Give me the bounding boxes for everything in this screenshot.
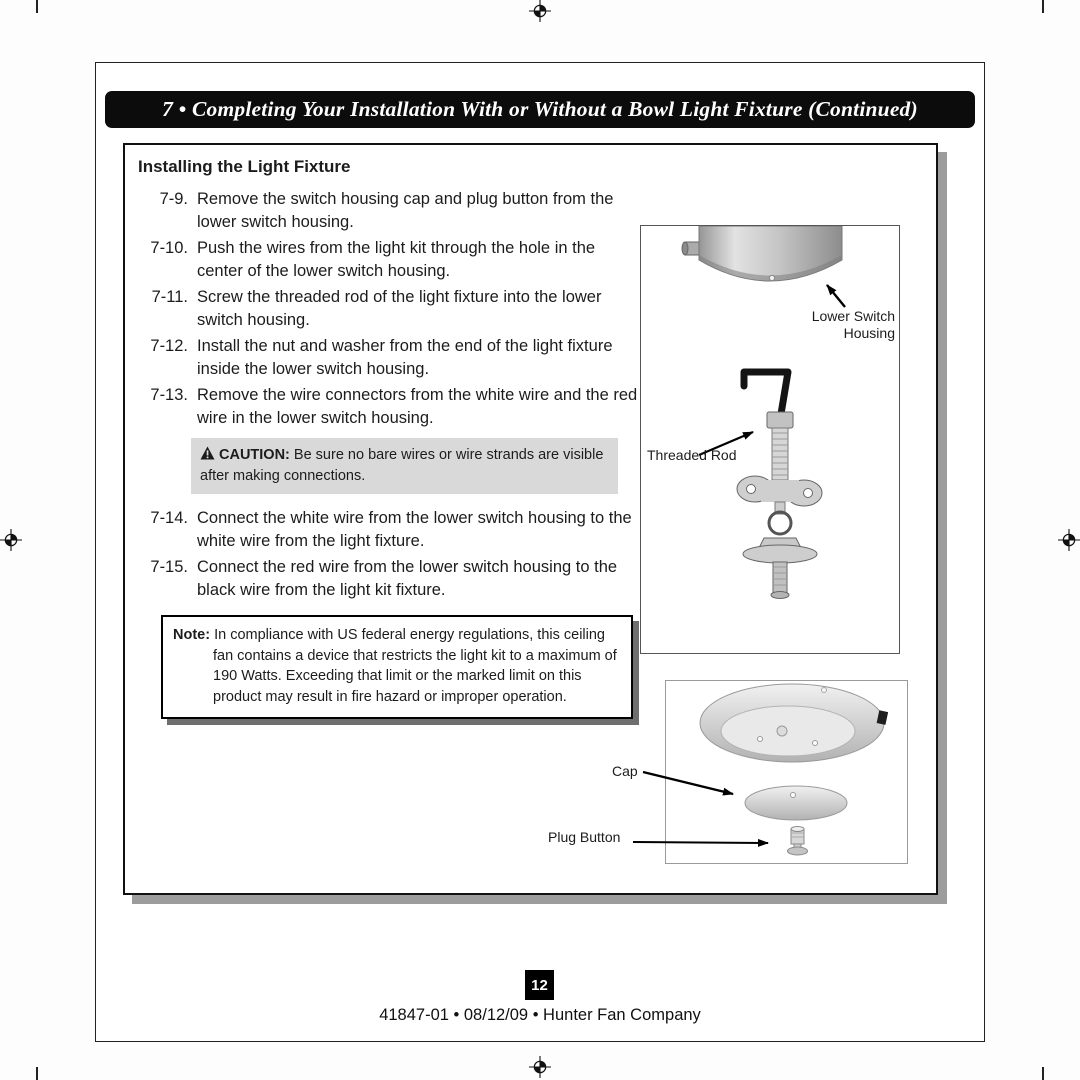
figure-cap-assembly: [665, 680, 908, 864]
registration-mark-icon: [529, 0, 551, 22]
crop-tick: [36, 0, 38, 13]
step-number: 7-10.: [150, 239, 188, 257]
note-text: In compliance with US federal energy regulations, this ceiling fan contains a device that restricts the light kit to a maximum of 190 Watts. Exceeding that limit or the marked limit on this product may result in fire hazard or improper operation.: [213, 627, 617, 705]
figure-lower-switch-housing: [640, 225, 900, 654]
lower-switch-housing-illustration: [641, 226, 899, 653]
section-header-bar: [105, 91, 975, 128]
step-text: Connect the red wire from the lower switch housing to the black wire from the light kit fixture.: [197, 558, 618, 599]
footer-text: 41847-01 • 08/12/09 • Hunter Fan Company: [379, 1006, 701, 1024]
section-header-title: 7 • Completing Your Installation With or Without a Bowl Light Fixture (Continued): [162, 97, 918, 121]
page-number-badge: [525, 970, 554, 1000]
step-number: 7-9.: [159, 190, 188, 208]
label-cap: Cap: [612, 763, 638, 779]
step-number: 7-13.: [150, 386, 188, 404]
subsection-title: Installing the Light Fixture: [138, 157, 351, 176]
step-text: Remove the wire connectors from the white wire and the red wire in the lower switch housing.: [197, 386, 638, 427]
step-text: Remove the switch housing cap and plug button from the lower switch housing.: [197, 190, 614, 231]
step-number: 7-11.: [151, 288, 188, 306]
note-callout: [161, 615, 633, 719]
registration-mark-icon: [1058, 529, 1080, 551]
crop-tick: [1042, 0, 1044, 13]
instructions-panel: [123, 143, 938, 895]
crop-tick: [36, 1067, 38, 1080]
caution-text: Be sure no bare wires or wire strands are visible after making connections.: [200, 447, 604, 484]
step-text: Connect the white wire from the lower switch housing to the white wire from the light fixture.: [197, 509, 632, 550]
registration-mark-icon: [0, 529, 22, 551]
step-number: 7-12.: [150, 337, 188, 355]
page-number: 12: [531, 976, 548, 994]
note-label: Note:: [173, 627, 211, 643]
label-threaded-rod: Threaded Rod: [647, 447, 737, 463]
step-text: Install the nut and washer from the end of the light fixture inside the lower switch housing.: [197, 337, 613, 378]
label-lower-switch-housing: Lower Switch Housing: [811, 308, 895, 341]
label-plug-button: Plug Button: [548, 829, 621, 845]
step-text: Screw the threaded rod of the light fixture into the lower switch housing.: [197, 288, 602, 329]
crop-tick: [1042, 1067, 1044, 1080]
step-number: 7-14.: [150, 509, 188, 527]
registration-mark-icon: [529, 1056, 551, 1078]
step-number: 7-15.: [150, 558, 188, 576]
caution-label: CAUTION:: [219, 447, 290, 463]
caution-callout: [191, 438, 618, 494]
step-text: Push the wires from the light kit through the hole in the center of the lower switch housing.: [197, 239, 596, 280]
warning-icon: [200, 446, 215, 460]
cap-assembly-illustration: [666, 681, 907, 863]
